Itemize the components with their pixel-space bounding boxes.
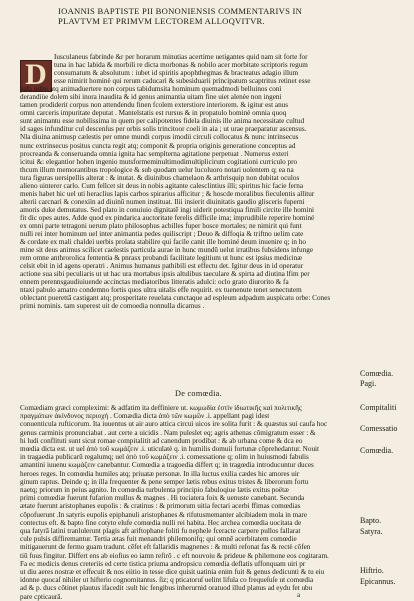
text-line: ginum raptus. Deinde q; in illa frequenter & pene semper lætis rebus exitus tristes & liberorum fortu [20, 477, 309, 486]
text-line: cule pulsis diffiremantur. Tertia ætas fuit menandri philemonifq; qui omnē acerbitatem comœdie [20, 535, 297, 544]
text-line: Nla diuina animusp cælestis per omne mundi corpus imodii circuli collocatus & nunc intrinsecus [20, 133, 299, 142]
margin-note: Comessatio [360, 424, 398, 433]
text-line: icitui &: elegantior hohen ingenio mutsformeminultimodimultiplicirum cogitationi curriculo pro [20, 157, 298, 166]
initial-letter: D [25, 58, 47, 91]
text-line: ut diu aeres nostræ et effecuit & nos eiitio in tesse dice quisit uatinia enim fuit & genus dedicunti & tu eiu [20, 568, 325, 577]
text-line: alterii carcnarì & conexiìn ad diuinū numen instituat. Ilii insierit diuinitatis gaudio glisceris fuperni [20, 197, 305, 206]
text-line: cōpofuerunt .In satyris eupolis epiphanuli aristophanes & rifutusmemanter alcibiadem mola in mare [20, 510, 308, 519]
text-line: ex omni parte tetragoni uerum plato philosophus acbilles fuper hosce mortales; ne nimirit qui funt [20, 221, 302, 230]
text-line: qua fatyrā latini tranlulerunt plagis aft ariftophane foliti fu nephele fceracte carpere pullos fallarat [20, 527, 301, 536]
margin-note: Hiftrio. [360, 566, 384, 575]
text-line: tamen prodiderit corpus non attendendu finen fcolem exterstiore interiorem. & igitur est anus [20, 101, 289, 110]
text-line: heroes reges. In comœdia humiles atq; priuatæ personæ. In illa luctus exilia cædes hic amores uir [20, 469, 300, 478]
commentary-paragraph [20, 53, 355, 311]
text-line: procreanda & conseruanda omnia ignita hac semplterna agitatione perpetuat . Numerus exteri [20, 149, 289, 158]
margin-note: Epicannus. [360, 577, 396, 586]
text-line: Fa ec medicis denus creteriis ed certe tistica priuma andropsicu cemœdia deflatis uffonquam uiri pr [20, 559, 306, 568]
text-line: id sages infunditur cul descenſus per orbis solis trincitoor coeli in aia ; ut urae praeparatur ascensus. [20, 125, 307, 134]
text-line: primi nominis. tam superest uit de comoedia nonnulla dicamus . [20, 302, 205, 311]
margin-note: Compitaliti [360, 403, 397, 412]
text-line: & cordate ex mali chaldei uerbis prolata stabilire qui facile canit ille hominé deum inuenire q; in ho [20, 238, 307, 247]
text-line: idonne quocaſ nihiler ut hifterio cognomitantus. ſiz; q pticatoruſ uelint lifula co frequeſuſe ut comœdia [20, 576, 314, 585]
text-line: nulli rei inter hominum uel inter animantia pedes quiliscript ; Deuo & diffoqia & triftno uelim cate [20, 230, 304, 239]
text-line: contectus eft. & bapto fine cotyto elufe comœdia nulli rei habita. Hec archea comœdia uocitata de [20, 518, 302, 527]
text-line: tura figuras uersipellis alterat : & inutat. & diuinibus chamelaon & arthrisquip non dubitat oculos [20, 173, 300, 182]
section-title: De comœdia. [175, 389, 222, 398]
margin-note: Bapto. [360, 516, 382, 525]
margin-note: Comœdia. [360, 446, 394, 455]
margin-note: Comœdia. [360, 369, 394, 378]
heading-line-1: IOANNIS BAPTISTE PII BONONIENSIS COMMENTARIVS IN [58, 6, 303, 16]
text-line: fit dic opes autes. Adde quod ex pindarica auctoritate ferelis difficile ima; imprudibile reperire hominé [20, 213, 315, 222]
text-line: sunt animantu esse nobilissima in quem per calipotentes fidela diuinis ille anima necessitate cultud [20, 117, 305, 126]
text-line: esse nimirit hominè qui rerum caducarì & subesiduarii principatum scaptritus retinet esse [54, 77, 311, 86]
text-line: mitigauerunt de fermo guam tradunt. cēfet eft fallaridis magnenes : & multi refonat fas & rectè cōfen [20, 543, 311, 552]
heading-line-2: PLAVTVM ET PRIMVM LECTOREM ALLOQVITVR. [58, 15, 265, 26]
text-line: menis habet hic uel uti heraclius lapis carbos spirarius afficitur ; & hoscde moralibus fieculentis allitur [20, 189, 315, 198]
margin-note: Satyra. [360, 527, 383, 536]
text-line: ntaxi pabulo amatro condemno fortis quos ultra uitalis effe requirit. ex tuenenute tenet senectutem [20, 286, 302, 295]
text-line: tiū fuus fingitur. Differt ens ab eiofius eo iamn refirō . c eft nouvoiu & prideue & philemone eos cogitaram. [20, 551, 329, 560]
text-line: amantini iuuenu κωμάζειν canebantur. Comœdia a tragoedia differt q; in tragœdia introducuntur duces [20, 461, 314, 470]
text-line: consumatum & absolutum : iubet id spiritis apophthegmas & bracteatus adagio illum [54, 69, 299, 78]
text-line: primi comœdiæ fuerunt fufarion mullus & magnes . Hi tociatera foix & uenuste canebant. Secunda [20, 494, 305, 503]
text-line: pare cpticaurā. [20, 592, 63, 601]
text-line: amoris duke demutatus. Sed plato in conuiuio dignitatē ingi uiderit potestiqua fimili circite ille homini [20, 205, 315, 214]
text-line: omni carceris impuritate deputat . Mantelstatis est rursus & in propatulo hominè omnia quoq [20, 109, 287, 118]
text-line: nunc extrinsecus positus cuncta regit atq; componit & propria originis generatione conceptus ad [20, 141, 296, 150]
text-line: pala udite atq animaduertere non corpus tabidumsita hominum quemadmodi belluinos conì [20, 85, 282, 94]
text-line: ennem perennsgaudiuiuende accinctas mediatoribus litteratis adulci: oclo grato diurorito & fa [20, 278, 289, 287]
text-line: hi ludi conflituti sunt sicut romae compitalitit ad canendum prodibat : & ab urbana come & dca eo [20, 436, 303, 445]
text-line: naetq; priorum in peius agnito. In comœdia turbulenta principio fabuloqiue lætis exitus poëtæ [20, 486, 289, 495]
text-line: Comædiam græci compleximi: & adfatim ita deffiniere ut. κωμωδία ἐστὶν ἰδιωτικῆς καὶ πολιτικῆς [20, 404, 302, 412]
text-line: in tragaedia publicarū regalumq; uel ἀπὸ τοῦ κωμάζειν .i. comessatione q; olim in huiusmodi fabulis [20, 453, 309, 462]
text-line: mœdia dicta est. ut uel ἀπὸ τοῦ κωμάζειν .i. uticulatè q. in humilis domuii fortunæ cōprehedantur. Nouit [20, 445, 320, 454]
text-line: tuna in hac labida & morbili re dicta morbonas & nobilo acer morbitate scriptoris regum [54, 61, 308, 70]
text-line: celsit ebit in id agens operatri . Animus humanus pathibili est effectu det. Igitur deus in id operatur [20, 262, 304, 271]
page-heading [58, 7, 358, 26]
text-line: conuenticula rufticorum. Ita iuuentus ut air auro attica circuì uicos ire solita furit : & quæstus sui caufa hoc [20, 420, 328, 429]
signature-mark: a [297, 591, 301, 599]
text-line: actione sua sibi peculiaris ut ut hac ura mortabus ipsis altulibus taeculare & spirta ad diutina lfim per [20, 270, 310, 279]
text-line: alieno uinterer carlo. Cum fellcet sit deus in nobis agitante calesclintius illi; spiritus hic facie ferna [20, 181, 304, 190]
margin-note: Pagi. [360, 379, 377, 388]
text-line: derandiùe dolem sibi inora inaudita & id genus animantia uitam fine uiet alenèe non ingeni [20, 93, 282, 102]
text-line: thcum illum memorantibus tropologice & sub quodam uelur lucoluoro notari uolentem q; ea na [20, 165, 294, 174]
text-line: Iusculaneus fabrinde &r per horarum minutias acertime uetigantes quid nam sit forte for [54, 53, 308, 61]
text-line: rem omne anthrorolica fententia & pnrasx probandi facilitate legitium ut hunc est ipsius medicinæ [20, 254, 303, 263]
text-line: ætate fuerunt aristophanes eupolis : & cratinus : & primorum uitia fectari acerbi ffimas comœdias [20, 502, 301, 511]
comedy-paragraph [20, 404, 355, 601]
text-line: genus carminis pronunciabat . aut certe a uicidis . Nam puleslet eq; agris athenas cōmigratum esser : & [20, 428, 316, 437]
text-line: ad & p. ducs cōtinet plautus ifacedit :sult hic fengibus inherurnid oratuod illud planus ad eydu fet ubu [20, 584, 313, 593]
text-line: oblectant puerettā castigant atq; prosperitate reuelata cunctaque ad espleum adpadum auspicatu orbe: Cones [20, 294, 331, 303]
text-line: πραγμάτων ἀκίνδυνος περιοχή . Comædia dicta ἀπὸ τῶν κωμῶν .i. appellant pagi idest [20, 412, 270, 421]
text-line: mine sit deus animus scilicet caelestis particula aurae in hunc mundū uelut irratibus fubsidens infunge [20, 246, 314, 255]
